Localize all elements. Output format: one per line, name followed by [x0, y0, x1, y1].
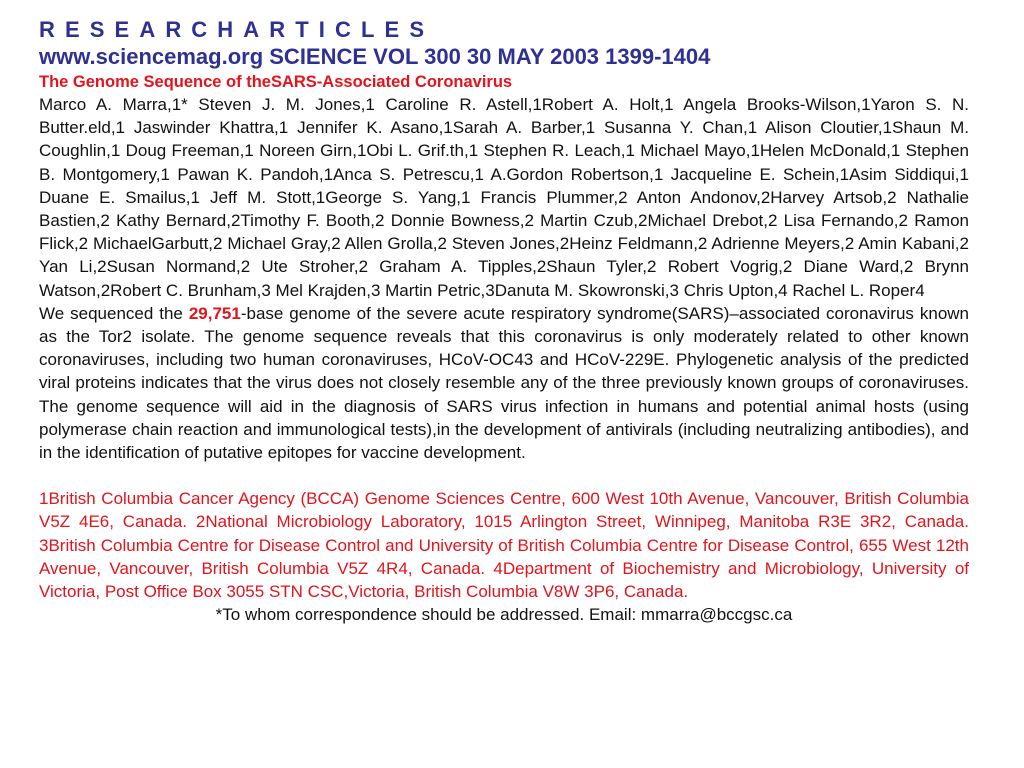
journal-citation: www.sciencemag.org SCIENCE VOL 300 30 MAY 2003 1399-1404 — [39, 44, 711, 69]
section-label-letter: R — [165, 17, 182, 42]
section-label-letter: A — [139, 17, 156, 42]
correspondence-note: *To whom correspondence should be addressed. Email: mmarra@bccgsc.ca — [215, 605, 793, 625]
section-label-letter: C — [335, 17, 352, 42]
abstract-body: -base genome of the severe acute respiratory syndrome(SARS)–associated coronavirus known as the Tor2 isolate. The genome sequence reveals that this coronavirus is only moderately related to other known coronaviruses, including two human coronaviruses, HCoV-OC43 and HCoV-229E. Phylogenetic analysis of the predicted viral proteins indicates that the virus does not closely resemble any of the three previously known groups of coronaviruses. The genome sequence will aid in the diagnosis of SARS virus infection in humans and potential animal hosts (using polymerase chain reaction and immunological tests),in the development of antivirals (including neutralizing antibodies), and in the identification of putative epitopes for vaccine development. — [39, 303, 969, 463]
affiliations: 1British Columbia Cancer Agency (BCCA) Genome Sciences Centre, 600 West 10th Avenue, Vancouver, British Columbia V5Z 4E6, Canada. 2National Microbiology Laboratory, 1015 Arlington Street, Winnipeg, Manitoba R3E 3R2, Canada. 3British Columbia Centre for Disease Control and University of British Columbia Centre for Disease Control, 655 West 12th Avenue, Vancouver, British Columbia V5Z 4R4, Canada. 4Department of Biochemistry and Microbiology, University of Victoria, Post Office Box 3055 STN CSC,Victoria, British Columbia V8W 3P6, Canada. — [39, 489, 969, 602]
section-label-letter: I — [318, 17, 326, 42]
section-label-letter: L — [360, 17, 375, 42]
abstract-lead: We sequenced the — [39, 303, 189, 323]
article-page — [39, 16, 969, 626]
section-label-letter: H — [217, 17, 234, 42]
section-label — [39, 16, 969, 43]
section-label-letter: R — [39, 17, 56, 42]
section-label-letter: E — [114, 17, 130, 42]
section-label-letter: S — [89, 17, 105, 42]
abstract — [39, 302, 969, 464]
section-label-letter: C — [191, 17, 208, 42]
genome-length-highlight: 29,751 — [188, 303, 241, 323]
article-title: The Genome Sequence of theSARS-Associated Coronavirus — [39, 73, 513, 91]
section-label-letter: R — [269, 17, 286, 42]
section-label-letter: E — [64, 17, 81, 42]
section-label-letter: A — [243, 17, 260, 42]
section-label-letter: T — [295, 17, 310, 42]
section-label-letter: E — [384, 17, 400, 42]
section-label-letter: S — [409, 17, 425, 42]
author-list: Marco A. Marra,1* Steven J. M. Jones,1 Caroline R. Astell,1Robert A. Holt,1 Angela Brooks-Wilson,1Yaron S. N. Butter.eld,1 Jaswinder Khattra,1 Jennifer K. Asano,1Sarah A. Barber,1 Susanna Y. Chan,1 Alison Cloutier,1Shaun M. Coughlin,1 Doug Freeman,1 Noreen Girn,1Obi L. Grif.th,1 Stephen R. Leach,1 Michael Mayo,1Helen McDonald,1 Stephen B. Montgomery,1 Pawan K. Pandoh,1Anca S. Petrescu,1 A.Gordon Robertson,1 Jacqueline E. Schein,1Asim Siddiqui,1 Duane E. Smailus,1 Jeff M. Stott,1George S. Yang,1 Francis Plummer,2 Anton Andonov,2Harvey Artsob,2 Nathalie Bastien,2 Kathy Bernard,2Timothy F. Booth,2 Donnie Bowness,2 Martin Czub,2Michael Drebot,2 Lisa Fernando,2 Ramon Flick,2 MichaelGarbutt,2 Michael Gray,2 Allen Grolla,2 Steven Jones,2Heinz Feldmann,2 Adrienne Meyers,2 Amin Kabani,2 Yan Li,2Susan Normand,2 Ute Stroher,2 Graham A. Tipples,2Shaun Tyler,2 Robert Vogrig,2 Diane Ward,2 Brynn Watson,2Robert C. Brunham,3 Mel Krajden,3 Martin Petric,3Danuta M. Skowronski,3 Chris Upton,4 Rachel L. Roper4 — [39, 95, 969, 300]
